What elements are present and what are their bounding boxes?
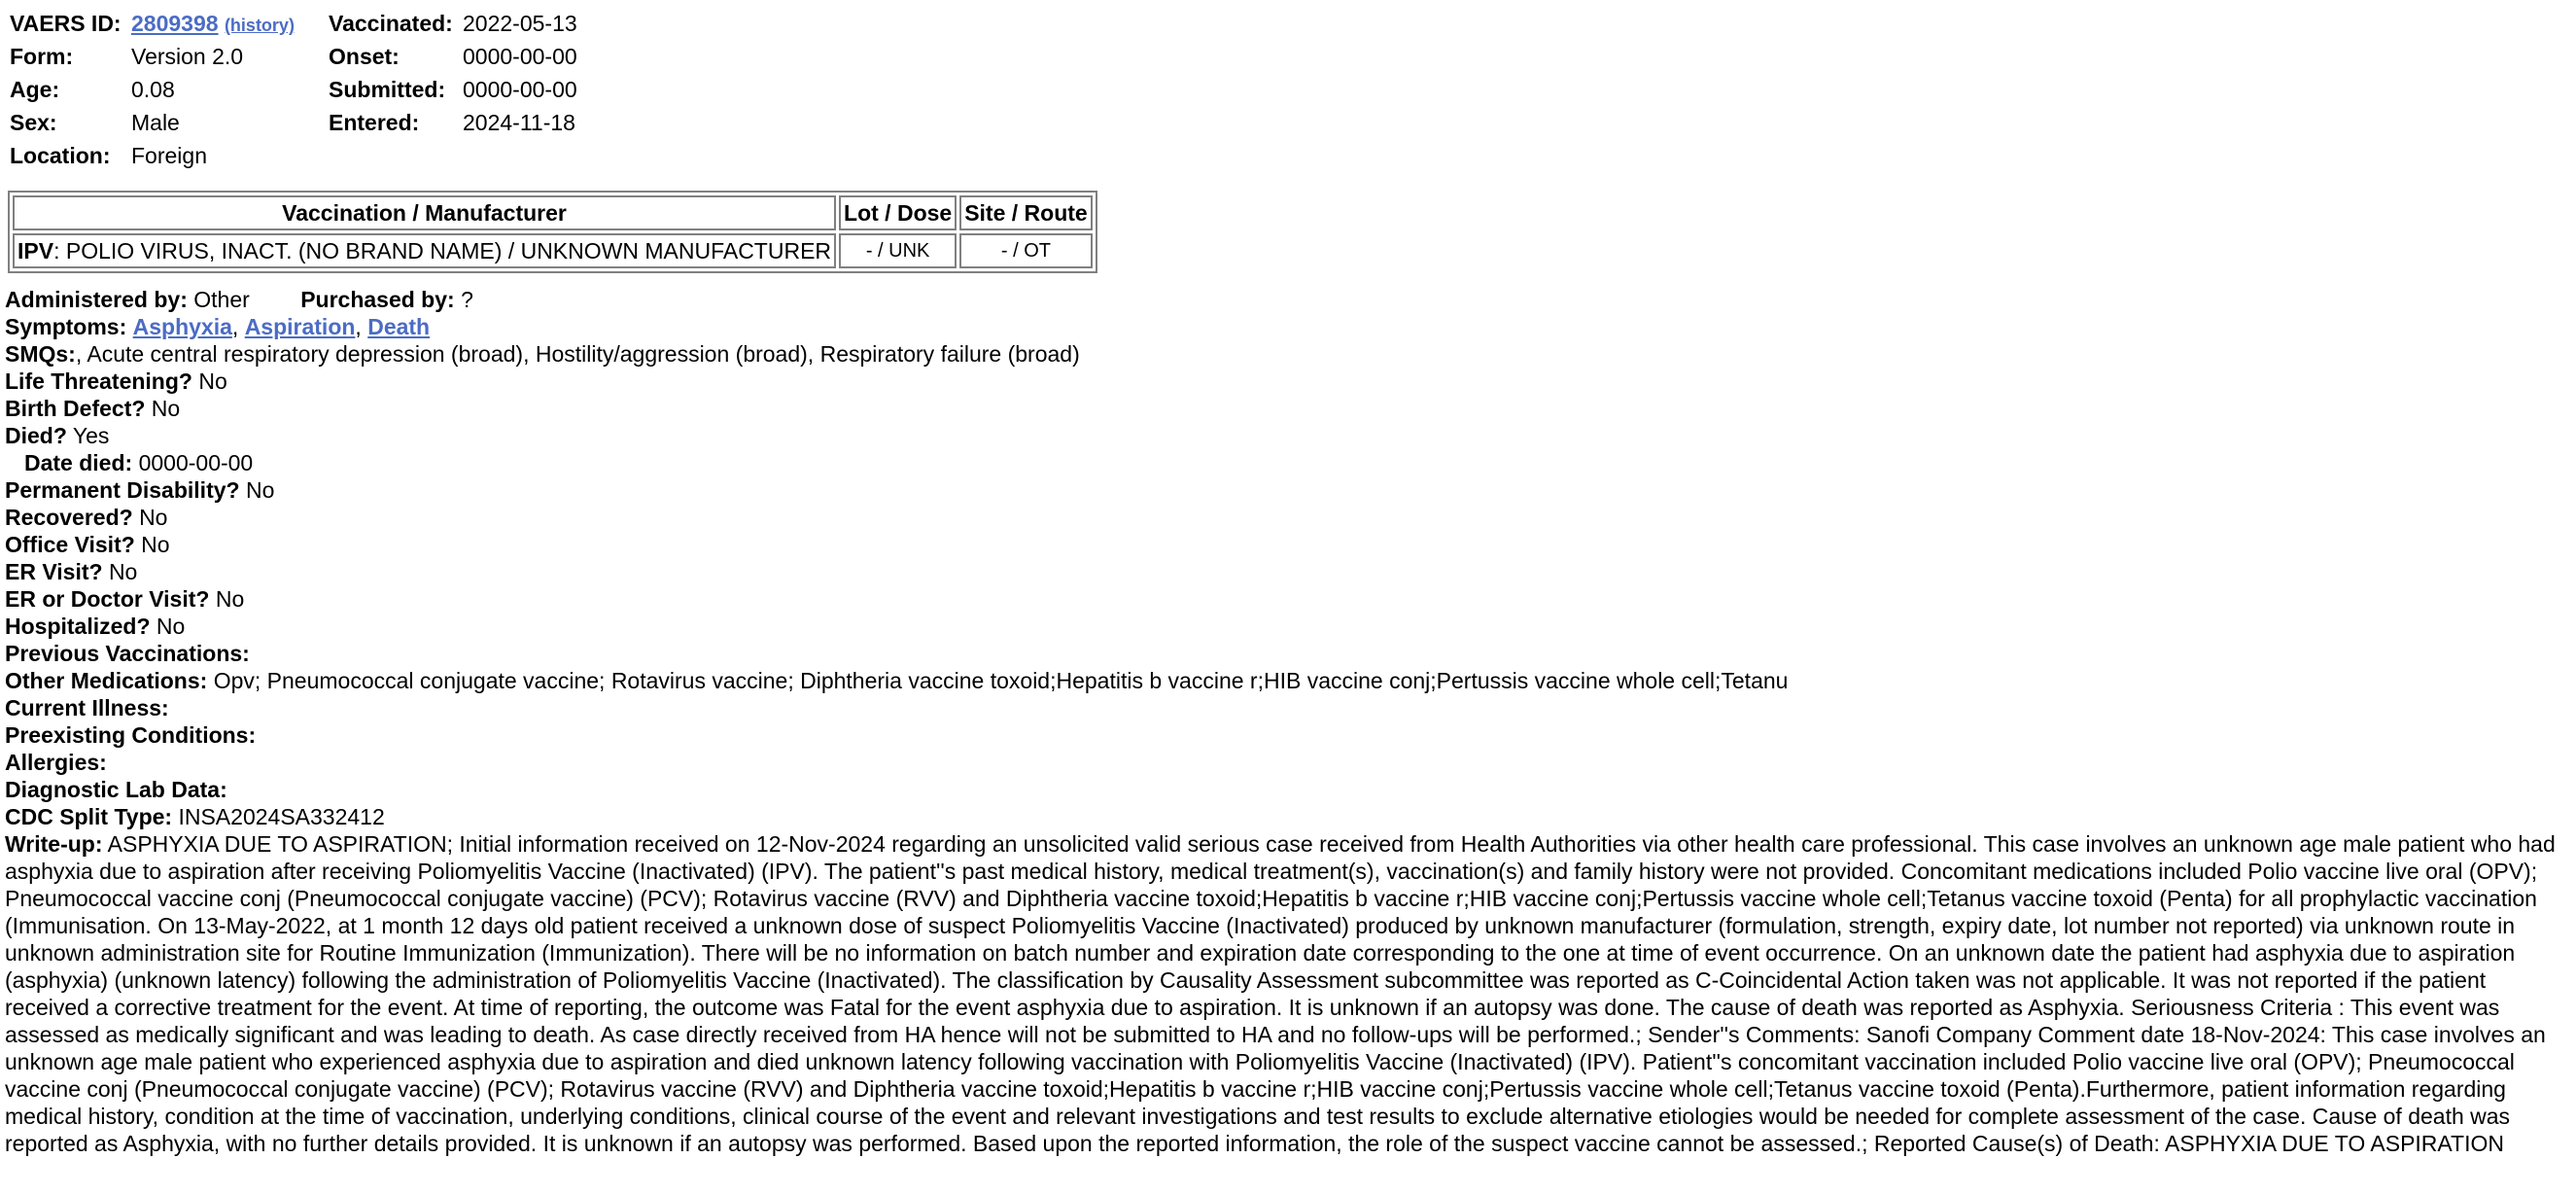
vaccinated-value: 2022-05-13	[463, 11, 577, 36]
location-value: Foreign	[131, 143, 207, 168]
cdc-split-type-row	[5, 803, 2571, 830]
cdc-split-type-value: INSA2024SA332412	[178, 804, 385, 829]
office-visit-row	[5, 531, 2571, 558]
er-doctor-visit-value: No	[215, 586, 245, 612]
location-label: Location:	[10, 143, 111, 168]
birth-defect-value: No	[151, 396, 181, 421]
symptom-link-asphyxia[interactable]: Asphyxia	[132, 314, 232, 339]
sex-label: Sex:	[10, 110, 57, 135]
submitted-value: 0000-00-00	[463, 77, 577, 102]
other-medications-row	[5, 667, 2571, 694]
vaccination-table	[8, 191, 1097, 273]
entered-label: Entered:	[329, 110, 420, 135]
writeup-block	[5, 830, 2571, 1157]
vaers-id-link[interactable]: 2809398	[131, 11, 219, 36]
writeup-label: Write-up:	[5, 831, 103, 857]
age-value: 0.08	[131, 77, 175, 102]
preexisting-conditions-label: Preexisting Conditions:	[5, 722, 257, 748]
life-threatening-row	[5, 368, 2571, 395]
onset-value: 0000-00-00	[463, 44, 577, 69]
smqs-value: , Acute central respiratory depression (broad), Hostility/aggression (broad), Respiratory failure (broad)	[75, 341, 1080, 367]
symptoms-row: Symptoms: Asphyxia, Aspiration, Death	[5, 314, 431, 339]
vaers-id-label: VAERS ID:	[10, 11, 122, 36]
administered-by-value: Other	[193, 287, 250, 312]
other-medications-value: Opv; Pneumococcal conjugate vaccine; Rotavirus vaccine; Diphtheria vaccine toxoid;Hepatitis b vaccine r;HIB vaccine conj;Pertussis vaccine whole cell;Tetanu	[213, 668, 1789, 693]
history-link[interactable]: (history)	[224, 16, 295, 35]
smqs-label: SMQs:	[5, 341, 76, 367]
vaers-id-group	[131, 10, 295, 39]
column-header: Site / Route	[959, 195, 1093, 230]
administered-by-label: Administered by:	[5, 287, 188, 312]
symptom-link-death[interactable]: Death	[367, 314, 431, 339]
preexisting-conditions-row	[5, 721, 2571, 749]
hospitalized-row	[5, 613, 2571, 640]
current-illness-row	[5, 694, 2571, 721]
administered-row	[5, 286, 2571, 313]
vaccinated-label: Vaccinated:	[329, 11, 453, 36]
purchased-by-value: ?	[461, 287, 473, 312]
er-doctor-visit-label: ER or Doctor Visit?	[5, 586, 210, 612]
office-visit-label: Office Visit?	[5, 532, 135, 557]
site-route-cell: - / OT	[959, 233, 1093, 268]
form-label: Form:	[10, 44, 74, 69]
diagnostic-lab-data-label: Diagnostic Lab Data:	[5, 777, 227, 802]
vaccine-type: IPV	[17, 238, 54, 263]
column-header: Vaccination / Manufacturer	[13, 195, 836, 230]
life-threatening-label: Life Threatening?	[5, 369, 192, 394]
table-header-row	[13, 195, 1093, 230]
allergies-row	[5, 749, 2571, 776]
symptoms-label: Symptoms:	[5, 314, 127, 339]
age-label: Age:	[10, 77, 60, 102]
birth-defect-label: Birth Defect?	[5, 396, 146, 421]
died-label: Died?	[5, 423, 67, 448]
life-threatening-value: No	[198, 369, 227, 394]
hospitalized-value: No	[156, 614, 186, 639]
purchased-by-label: Purchased by:	[300, 287, 455, 312]
hospitalized-label: Hospitalized?	[5, 614, 151, 639]
recovered-label: Recovered?	[5, 505, 133, 530]
entered-value: 2024-11-18	[463, 110, 575, 135]
permanent-disability-label: Permanent Disability?	[5, 477, 240, 503]
report-details	[5, 286, 2571, 1157]
onset-label: Onset:	[329, 44, 400, 69]
date-died-label: Date died:	[24, 450, 133, 475]
sex-value: Male	[131, 110, 180, 135]
date-died-value: 0000-00-00	[138, 450, 254, 475]
vaccine-cell	[13, 233, 836, 268]
er-visit-label: ER Visit?	[5, 559, 103, 584]
column-header: Lot / Dose	[839, 195, 957, 230]
submitted-label: Submitted:	[329, 77, 446, 102]
permanent-disability-row	[5, 476, 2571, 504]
writeup-text: ASPHYXIA DUE TO ASPIRATION; Initial information received on 12-Nov-2024 regarding an unsolicited valid serious case received from Health Authorities via other health care professional. This case involves an unknown age male patient who had asphyxia due to aspiration after receiving Poliomyelitis Vaccine (Inactivated) (IPV). The patient''s past medical history, medical treatment(s), vaccination(s) and family history were not provided. Concomitant medications included Polio vaccine live oral (OPV); Pneumococcal vaccine conj (Pneumococcal conjugate vaccine) (PCV); Rotavirus vaccine (RVV) and Diphtheria vaccine toxoid;Hepatitis b vaccine r;HIB vaccine conj;Pertussis vaccine whole cell;Tetanus vaccine toxoid (Penta) for all prophylactic vaccination (Immunisation. On 13-May-2022, at 1 month 12 days old patient received a unknown dose of suspect Poliomyelitis Vaccine (Inactivated) produced by unknown manufacturer (formulation, strength, expiry date, lot number not reported) via unknown route in unknown administration site for Routine Immunization (Immunization). There will be no information on batch number and expiration date corresponding to the one at time of event occurrence. On an unknown date the patient had asphyxia due to aspiration (asphyxia) (unknown latency) following the administration of Poliomyelitis Vaccine (Inactivated). The classification by Causality Assessment subcommittee was reported as C-Coincidental Action taken was not applicable. It was not reported if the patient received a corrective treatment for the event. At time of reporting, the outcome was Fatal for the event asphyxia due to aspiration. It is unknown if an autopsy was done. The cause of death was reported as Asphyxia. Seriousness Criteria : This event was assessed as medically significant and was leading to death. As case directly received from HA hence will not be submitted to HA and no follow-ups will be performed.; Sender''s Comments: Sanofi Company Comment date 18-Nov-2024: This case involves an unknown age male patient who experienced asphyxia due to aspiration and died unknown latency following vaccination with Poliomyelitis Vaccine (Inactivated) (IPV). Patient''s concomitant vaccination included Polio vaccine live oral (OPV); Pneumococcal vaccine conj (Pneumococcal conjugate vaccine) (PCV); Rotavirus vaccine (RVV) and Diphtheria vaccine toxoid;Hepatitis b vaccine r;HIB vaccine conj;Pertussis vaccine whole cell;Tetanus vaccine toxoid (Penta).Furthermore, patient information regarding medical history, condition at the time of vaccination, underlying conditions, clinical course of the event and relevant investigations and test results to exclude alternative etiologies would be needed for complete assessment of the case. Cause of death was reported as Asphyxia, with no further details provided. It is unknown if an autopsy was performed. Based upon the reported information, the role of the suspect vaccine cannot be assessed.; Reported Cause(s) of Death: ASPHYXIA DUE TO ASPIRATION	[5, 831, 2556, 1156]
current-illness-label: Current Illness:	[5, 695, 169, 720]
died-value: Yes	[72, 423, 110, 448]
er-doctor-visit-row	[5, 585, 2571, 613]
office-visit-value: No	[141, 532, 170, 557]
permanent-disability-value: No	[245, 477, 275, 503]
table-row	[13, 233, 1093, 268]
recovered-row	[5, 504, 2571, 531]
other-medications-label: Other Medications:	[5, 668, 208, 693]
lot-dose-cell: - / UNK	[839, 233, 957, 268]
er-visit-row	[5, 558, 2571, 585]
recovered-value: No	[139, 505, 168, 530]
died-row	[5, 422, 2571, 449]
er-visit-value: No	[108, 559, 138, 584]
form-value: Version 2.0	[131, 44, 244, 69]
allergies-label: Allergies:	[5, 750, 107, 775]
vaccine-description: : POLIO VIRUS, INACT. (NO BRAND NAME) / UNKNOWN MANUFACTURER	[53, 238, 832, 263]
birth-defect-row	[5, 395, 2571, 422]
previous-vaccinations-row	[5, 640, 2571, 667]
diagnostic-lab-data-row	[5, 776, 2571, 803]
date-died-row	[5, 449, 2571, 476]
cdc-split-type-label: CDC Split Type:	[5, 804, 173, 829]
symptom-link-aspiration[interactable]: Aspiration	[244, 314, 356, 339]
smqs-row	[5, 340, 2571, 368]
previous-vaccinations-label: Previous Vaccinations:	[5, 641, 250, 666]
